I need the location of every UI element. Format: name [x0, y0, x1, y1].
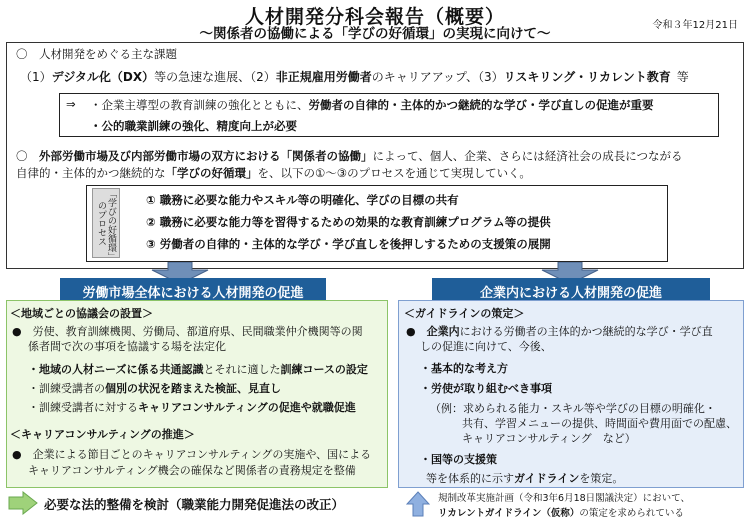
- guideline-item-support: ・国等の支援策: [420, 453, 497, 466]
- implication-2: ・公的職業訓練の強化、精度向上が必要: [90, 119, 297, 133]
- guideline-text: における労働者の主体的かつ継続的な学び・学び直: [459, 325, 713, 338]
- guideline-emphasis: ガイドライン: [514, 472, 580, 485]
- council-item-emphasis: 個別の状況を踏まえた検証、見直し: [105, 382, 281, 395]
- legal-revision-note: 必要な法的整備を検討（職業能力開発促進法の改正）: [44, 497, 345, 512]
- council-item-emphasis: 訓練コースの設定: [280, 363, 368, 376]
- council-item-3: [28, 399, 356, 415]
- issues-text: 等: [676, 70, 689, 84]
- process-label: [92, 188, 120, 258]
- council-item-1: [28, 361, 368, 377]
- right-arrow-icon: [8, 491, 38, 515]
- process-label-text: 「学びの好循環」のプロセス: [96, 189, 116, 257]
- implication-1: [90, 97, 654, 113]
- guideline-text: 等を体系的に示す: [426, 472, 514, 485]
- left-banner: 労働市場全体における人材開発の促進: [60, 278, 326, 304]
- up-arrow-icon: [406, 491, 430, 517]
- career-consulting-text-1: ● 企業による節目ごとのキャリアコンサルティングの実施や、国による: [12, 448, 372, 461]
- council-item-text: ・訓練受講者の: [28, 382, 105, 395]
- issues-text: のキャリアアップ、（3）: [371, 70, 504, 84]
- page-subtitle: ～関係者の協働による「学びの好循環」の実現に向けて～: [199, 26, 551, 42]
- issues-text: 等の急速な進展、（2）: [154, 70, 276, 84]
- regulatory-note-text: の策定を求められている: [579, 508, 684, 519]
- cooperation-line-1: [16, 148, 683, 164]
- page-title: 人材開発分科会報告（概要）: [244, 6, 505, 28]
- issue-nonregular: 非正規雇用労働者: [275, 70, 372, 84]
- report-date: 令和３年12月21日: [652, 20, 738, 31]
- guideline-conclusion: [426, 470, 623, 486]
- guideline-text: を策定。: [579, 472, 624, 485]
- council-item-text: ・訓練受講者に対する: [28, 401, 138, 414]
- council-item-emphasis: キャリアコンサルティングの促進や就職促進: [138, 401, 356, 414]
- issue-reskilling: リスキリング・リカレント教育: [503, 70, 671, 84]
- regulatory-note-2: [438, 505, 684, 519]
- council-item-2: [28, 380, 281, 396]
- council-heading: ＜地域ごとの協議会の設置＞: [10, 307, 153, 320]
- cooperation-text: によって、個人、企業、さらには経済社会の成長につながる: [372, 149, 683, 163]
- career-consulting-text-2: キャリアコンサルティング機会の確保など関係者の責務規定を整備: [28, 464, 356, 477]
- issues-text: （1）: [20, 70, 52, 84]
- cooperation-emphasis: 「学びの好循環」: [165, 166, 258, 180]
- recurrent-guideline-name: リカレントガイドライン（仮称）: [438, 508, 580, 519]
- career-consulting-heading: ＜キャリアコンサルティングの推進＞: [10, 428, 195, 441]
- guideline-example-3: キャリアコンサルティング など）: [462, 432, 636, 445]
- guideline-heading: ＜ガイドラインの策定＞: [404, 307, 525, 320]
- guideline-item-basic: ・基本的な考え方: [420, 362, 508, 375]
- cooperation-text: を、以下の①～③のプロセスを通じて実現していく。: [257, 166, 531, 180]
- cooperation-line-2: [16, 165, 531, 181]
- guideline-item-labor: ・労使が取り組むべき事項: [420, 382, 552, 395]
- process-step-1: ① 職務に必要な能力やスキル等の明確化、学びの目標の共有: [146, 193, 459, 207]
- regulatory-note-1: 規制改革実施計画（令和3年6月18日閣議決定）において、: [438, 493, 690, 504]
- issues-heading: 〇 人材開発をめぐる主な課題: [16, 47, 177, 61]
- issues-list: [20, 68, 689, 85]
- council-text-2: 係者間で次の事項を協議する場を法定化: [28, 340, 226, 353]
- process-step-2: ② 職務に必要な能力等を習得するための効果的な教育訓練プログラム等の提供: [146, 215, 551, 229]
- council-item-text: とそれに適した: [203, 363, 281, 376]
- implication-emphasis: 労働者の自律的・主体的かつ継続的な学び・学び直しの促進が重要: [308, 98, 654, 112]
- guideline-example-2: 共有、学習メニューの提供、時間面や費用面での配慮、: [462, 417, 737, 430]
- council-text-1: ● 労使、教育訓練機関、労働局、都道府県、民間職業仲介機関等の関: [12, 325, 363, 338]
- guideline-text-2: しの促進に向けて、今後、: [420, 340, 552, 353]
- issue-dx: デジタル化（DX）: [51, 70, 155, 84]
- council-item-emphasis: ・地域の人材ニーズに係る共通認識: [28, 363, 204, 376]
- arrow-symbol: ⇒: [66, 97, 76, 111]
- guideline-emphasis: ● 企業内: [406, 325, 460, 338]
- guideline-example-1: （例：求められる能力・スキル等や学びの目標の明確化・: [430, 402, 716, 415]
- bullet-mark: 〇: [16, 149, 28, 163]
- implication-text: ・企業主導型の教育訓練の強化とともに、: [90, 98, 309, 112]
- right-banner: 企業内における人材開発の促進: [432, 278, 710, 304]
- cooperation-emphasis: 外部労働市場及び内部労働市場の双方における「関係者の協働」: [39, 149, 373, 163]
- guideline-text-1: [406, 323, 713, 339]
- process-step-3: ③ 労働者の自律的・主体的な学び・学び直しを後押しするための支援策の展開: [146, 237, 551, 251]
- cooperation-text: 自律的・主体的かつ継続的な: [16, 166, 166, 180]
